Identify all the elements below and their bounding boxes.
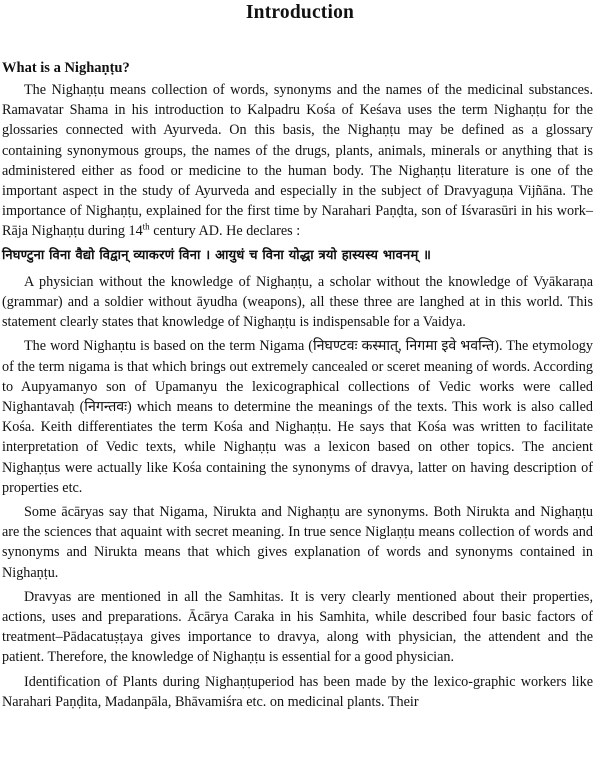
section-heading: What is a Nighaṇṭu? [2, 60, 130, 76]
paragraph [2, 80, 593, 242]
page-title: Introduction [245, 2, 355, 23]
paragraph-text: The Nighaṇṭu means collection of words, synonyms and the names of the medicinal substances. Ramavatar Shama in his introduction to Kalpadru Kośa of Keśava uses the term Nighaṇṭu for the glossaries connected with Ayurveda. On this basis, the Nighaṇṭu may be defined as a glossary containing synonymous groups, the names of the drugs, plants, animals, minerals or anything that is administered either as food or medicine to the human body. The Nighaṇṭu literature is one of the important aspect in the study of Ayurveda and especially in the subject of Dravyaguṇa Vijñāna. The importance of Nighaṇṭu, explained for the first time by Narahari Paṇḍta, son of Iśvarasūri in his work–Rāja Nighaṇṭu during 14 [2, 82, 593, 240]
paragraph: A physician without the knowledge of Nighaṇṭu, a scholar without the knowledge of Vyākaraṇa (grammar) and a soldier without āyudha (weapons), all these three are langhed at in this world. This statement clearly states that knowledge of Nighaṇṭu is indispensable for a Vaidya. [2, 273, 593, 331]
paragraph: The word Nighaṇtu is based on the term Nigama (निघण्टवः कस्मात्, निगमा इवे भवन्ति). The etymology of the term nigama is that which brings out extremely cancealed or sceret meaning of words. According to Aupyamanyo son of Upamanyu the lexicographical collections of Vedic works were called Nighantavaḥ (निगन्तवः) which means to determine the meanings of the texts. This work is also called Kośa. Keith differentiates the term Kośa and Nighaṇṭu. He says that Kośa was written to facilitate interpretation of Vedic texts, while Nighaṇṭu was a lexicon based on other topics. The ancient Nighaṇṭus were actually like Kośa containing the synonyms of dravya, latter on having description of properties etc. [2, 338, 593, 496]
body-text [2, 80, 593, 716]
superscript: th [142, 221, 150, 232]
paragraph: Some ācāryas say that Nigama, Nirukta and Nighaṇṭu are synonyms. Both Nirukta and Nighaṇṭu are the sciences that aquaint with secret meaning. In true sence Niglaṇṭu means collection of words and synonyms and Nirukta means that which gives explanation of words and synonyms contained in Nighaṇṭu. [2, 504, 593, 581]
paragraph: Identification of Plants during Nighaṇṭuperiod has been made by the lexico-graphic workers like Narahari Paṇḍita, Madanpāla, Bhāvamiśra etc. on medicinal plants. Their [2, 673, 593, 710]
sanskrit-verse: निघण्टुना विना वैद्यो विद्वान् व्याकरणं विना । आयुधं च विना योद्धा त्रयो हास्यस्य भावनम् ॥ [2, 247, 432, 263]
paragraph: Dravyas are mentioned in all the Samhitas. It is very clearly mentioned about their properties, actions, uses and preparations. Ācārya Caraka in his Samhita, while described four basic factors of treatment–Pādacatuṣṭaya gives importance to dravya, along with physician, the attendent and the patient. Therefore, the knowledge of Nighaṇṭu is essential for a good physician. [2, 588, 593, 666]
paragraph-text-tail: century AD. He declares : [149, 223, 301, 240]
